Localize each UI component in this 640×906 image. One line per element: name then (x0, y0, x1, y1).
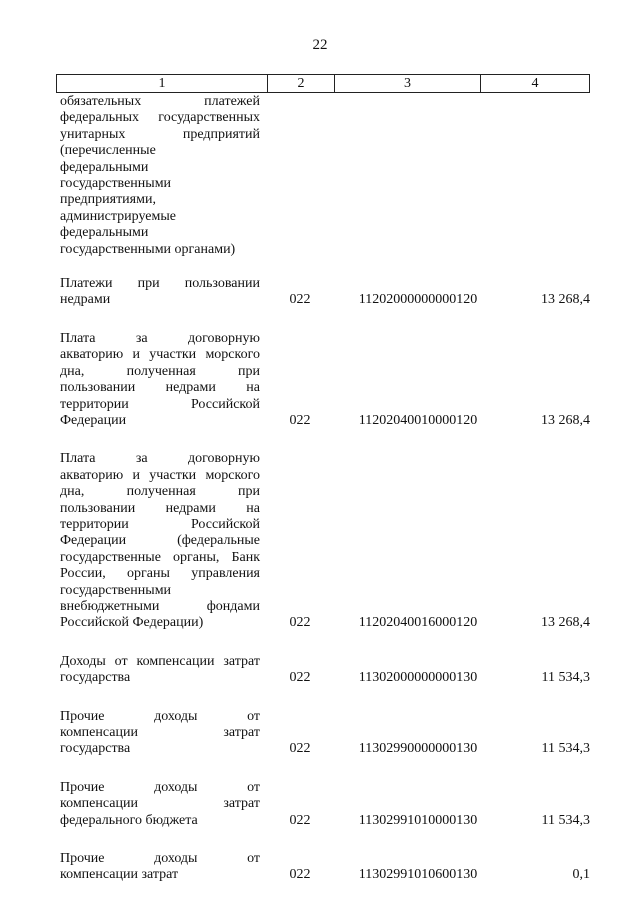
row-name-line: компенсации затрат (60, 796, 260, 812)
row-name-line: пользовании недрами на (60, 380, 260, 396)
row-name-line: Прочие доходы от (60, 708, 260, 724)
table-row (60, 276, 590, 309)
row-amount: 0,1 (572, 867, 590, 883)
table-row (60, 94, 590, 258)
row-amount: 11 534,3 (541, 741, 590, 757)
page-number: 22 (312, 37, 328, 53)
row-name (60, 851, 260, 884)
row-name-line: обязательных платежей (60, 94, 260, 109)
row-name (60, 94, 260, 258)
row-name-line: недрами (60, 292, 111, 308)
row-name-line: Плата за договорную (60, 451, 260, 467)
row-name-line: федерального бюджета (60, 812, 198, 828)
row-name-line: Прочие доходы от (60, 779, 260, 795)
row-name-line: федеральных государственных (60, 110, 260, 126)
row-name-line: акваторию и участки морского (60, 467, 260, 483)
row-kbk-code: 11202000000000120 (358, 292, 478, 308)
row-name-line: государственные органы, Банк (60, 549, 260, 565)
row-name-line: компенсации затрат (60, 725, 260, 740)
column-header-4: 4 (481, 75, 590, 93)
row-name (60, 709, 260, 758)
row-name-line: Платежи при пользовании (60, 276, 260, 292)
row-name-line: России, органы управления (60, 566, 260, 582)
row-name-line: федеральными (60, 225, 149, 241)
row-amount: 13 268,4 (541, 292, 590, 308)
column-header-3: 3 (335, 75, 481, 93)
row-name-line: Федерации (60, 412, 127, 428)
row-name (60, 654, 260, 687)
row-name-line: дна, полученная при (60, 363, 260, 379)
row-amount: 13 268,4 (541, 615, 590, 631)
row-kbk-code: 11202040016000120 (358, 615, 478, 631)
row-name-line: федеральными (60, 159, 149, 175)
row-name-line: администрируемые (60, 208, 176, 224)
table-row (60, 709, 590, 758)
row-amount: 13 268,4 (541, 412, 590, 428)
table-row (60, 851, 590, 884)
column-header-1: 1 (57, 75, 268, 93)
row-name-line: акваторию и участки морского (60, 347, 260, 363)
row-kbk-code: 11302991010600130 (358, 867, 478, 883)
row-kbk-code: 11202040010000120 (358, 412, 478, 428)
row-kbk-code: 11302991010000130 (358, 812, 478, 828)
row-name (60, 331, 260, 429)
row-name-line: предприятиями, (60, 192, 156, 208)
row-amount: 11 534,3 (541, 812, 590, 828)
row-kbk-code: 11302000000000130 (358, 670, 478, 686)
row-name-line: пользовании недрами на (60, 500, 260, 516)
row-name (60, 276, 260, 309)
row-code: 022 (289, 292, 311, 308)
row-kbk-code: 11302990000000130 (358, 741, 478, 757)
row-amount: 11 534,3 (541, 670, 590, 686)
row-name-line: Федерации (федеральные (60, 533, 260, 549)
table-row (60, 780, 590, 829)
row-name-line: (перечисленные (60, 143, 156, 159)
row-name-line: территории Российской (60, 516, 260, 532)
table-row (60, 331, 590, 429)
row-name-line: унитарных предприятий (60, 126, 260, 142)
row-name-line: Доходы от компенсации затрат (60, 653, 260, 669)
column-header-row (56, 74, 590, 93)
table-row (60, 654, 590, 687)
row-name-line: государственными органами) (60, 241, 236, 257)
table-row (60, 451, 590, 631)
row-name (60, 780, 260, 829)
row-name-line: государственными (60, 176, 172, 192)
row-name-line: компенсации затрат (60, 867, 179, 883)
column-header-2: 2 (268, 75, 335, 93)
row-name-line: государства (60, 741, 131, 757)
table-body (60, 94, 590, 906)
row-code: 022 (289, 670, 311, 686)
row-name-line: внебюджетными фондами (60, 598, 260, 614)
row-code: 022 (289, 812, 311, 828)
row-name-line: Прочие доходы от (60, 851, 260, 867)
row-code: 022 (289, 615, 311, 631)
row-code: 022 (289, 867, 311, 883)
row-code: 022 (289, 412, 311, 428)
row-name-line: государства (60, 670, 131, 686)
row-name-line: Плата за договорную (60, 330, 260, 346)
row-name-line: дна, полученная при (60, 484, 260, 500)
row-name (60, 451, 260, 631)
row-name-line: территории Российской (60, 396, 260, 412)
row-name-line: государственными (60, 582, 172, 598)
row-name-line: Российской Федерации) (60, 615, 204, 631)
row-code: 022 (289, 741, 311, 757)
